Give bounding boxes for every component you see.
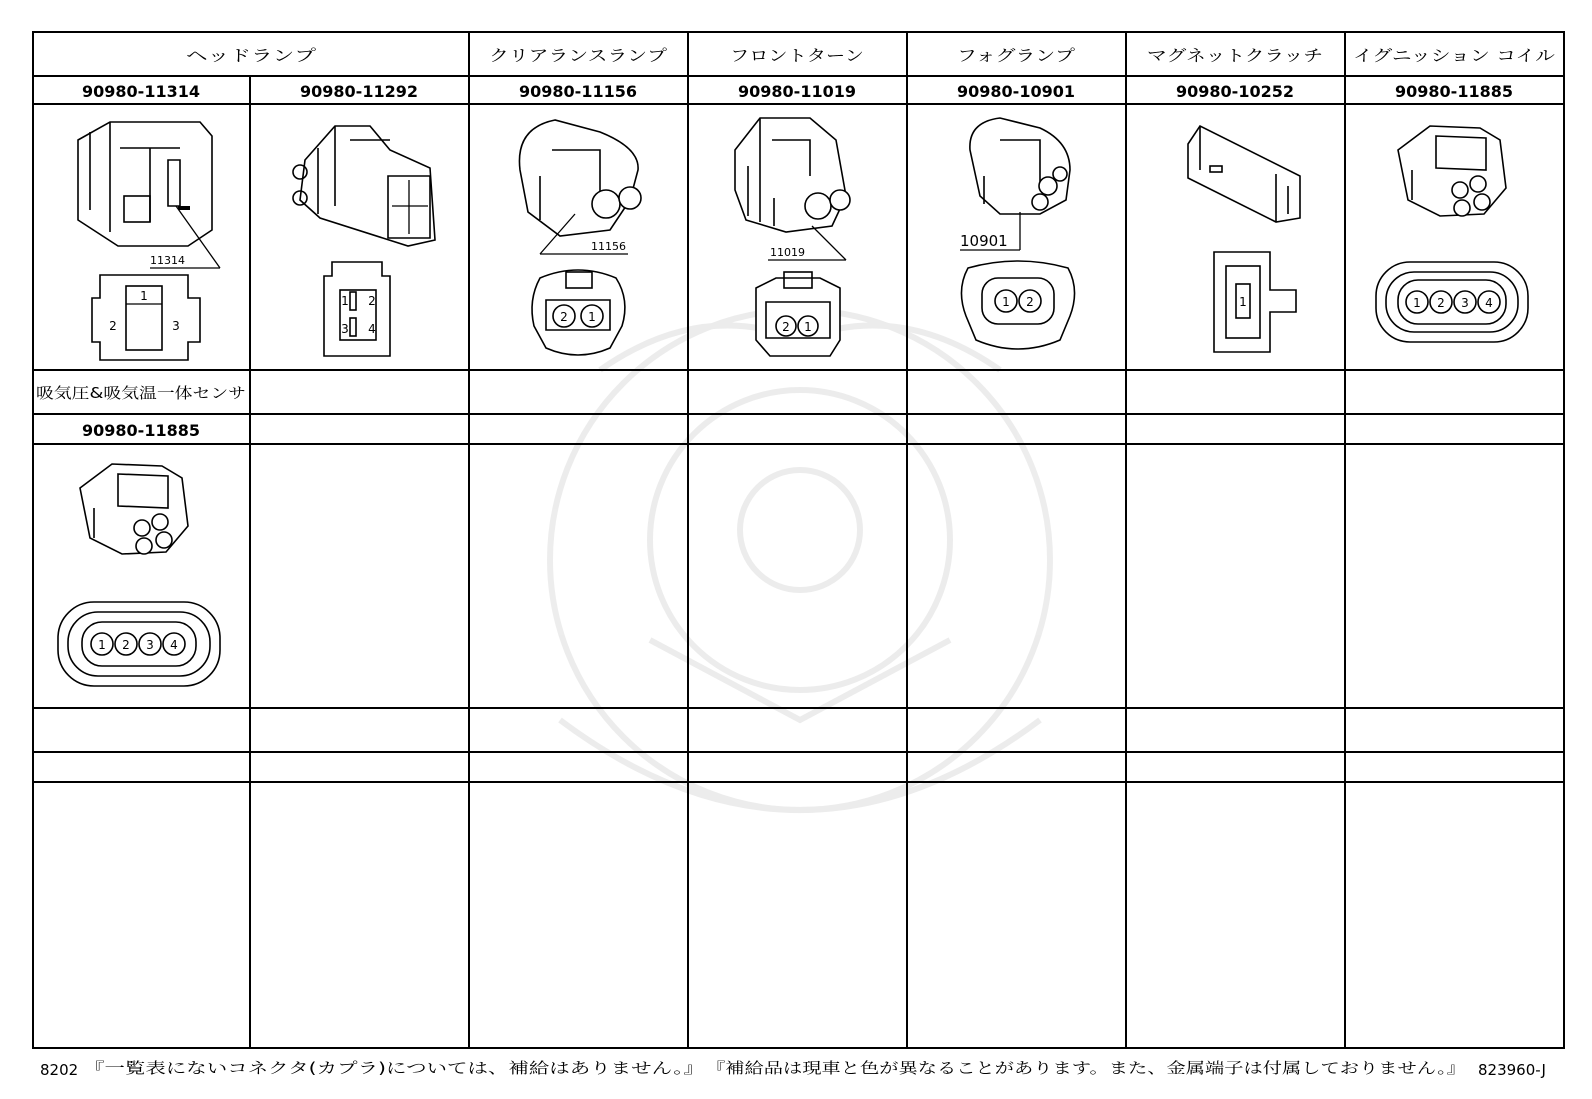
part-number: 90980-10901 — [957, 82, 1075, 101]
category-header-fog-lamp: フォグランプ — [957, 46, 1075, 65]
part-number: 90980-11019 — [738, 82, 856, 101]
pin-number: 1 — [140, 289, 148, 303]
pin-number: 1 — [1002, 295, 1010, 309]
pin-number: 4 — [170, 638, 178, 652]
pin-number: 3 — [172, 319, 180, 333]
category-header-row — [186, 46, 1555, 65]
category-header-clearance-lamp: クリアランスランプ — [489, 46, 667, 65]
callout-label: 10901 — [960, 232, 1008, 250]
pin-number: 4 — [368, 322, 376, 336]
footer-note-1: 『一覧表にないコネクタ(カプラ)については、補給はありません。』 — [84, 1059, 704, 1077]
footer — [40, 1059, 1546, 1079]
pin-number: 2 — [122, 638, 130, 652]
sensor-label: 吸気圧&吸気温一体センサ — [36, 384, 246, 402]
connector-drawing-11885-ignition — [1376, 126, 1528, 342]
part-number: 90980-11292 — [300, 82, 418, 101]
connector-drawing-10901 — [960, 118, 1075, 349]
part-number: 90980-11314 — [82, 82, 200, 101]
pin-number: 2 — [109, 319, 117, 333]
watermark-emblem — [550, 310, 1050, 810]
second-section — [36, 384, 246, 440]
pin-number: 3 — [341, 322, 349, 336]
footer-right-code: 823960-J — [1478, 1061, 1546, 1079]
pin-number: 3 — [146, 638, 154, 652]
connector-drawing-11019 — [735, 118, 850, 356]
pin-number: 2 — [368, 294, 376, 308]
callout-label: 11314 — [150, 254, 185, 267]
pin-number: 1 — [1413, 296, 1421, 310]
footer-left-code: 8202 — [40, 1061, 79, 1079]
connector-drawing-11314 — [78, 122, 220, 360]
part-number-row — [82, 82, 1513, 101]
pin-number: 1 — [588, 310, 596, 324]
pin-number: 1 — [98, 638, 106, 652]
callout-label: 11156 — [591, 240, 626, 253]
category-header-front-turn: フロントターン — [730, 46, 864, 65]
callout-label: 11019 — [770, 246, 805, 259]
part-number: 90980-10252 — [1176, 82, 1294, 101]
connector-drawing-11156 — [519, 120, 641, 355]
category-header-magnet-clutch: マグネットクラッチ — [1147, 46, 1323, 65]
pin-number: 1 — [1239, 295, 1247, 309]
pin-number: 4 — [1485, 296, 1493, 310]
connector-drawing-10252 — [1188, 126, 1300, 352]
pin-number: 2 — [1026, 295, 1034, 309]
part-number: 90980-11156 — [519, 82, 637, 101]
pin-number: 1 — [804, 320, 812, 334]
connector-drawing-11885-sensor — [58, 464, 220, 686]
category-header-ignition-coil: イグニッション コイル — [1353, 46, 1555, 65]
pin-number: 2 — [782, 320, 790, 334]
footer-note-2: 『補給品は現車と色が異なることがあります。また、金属端子は付属しておりません。』 — [706, 1059, 1466, 1077]
part-number: 90980-11885 — [1395, 82, 1513, 101]
pin-number: 1 — [341, 294, 349, 308]
pin-number: 2 — [560, 310, 568, 324]
pin-number: 3 — [1461, 296, 1469, 310]
part-number: 90980-11885 — [82, 421, 200, 440]
category-header-headlamp: ヘッドランプ — [186, 46, 316, 65]
connector-drawing-11292 — [293, 126, 435, 356]
pin-number: 2 — [1437, 296, 1445, 310]
